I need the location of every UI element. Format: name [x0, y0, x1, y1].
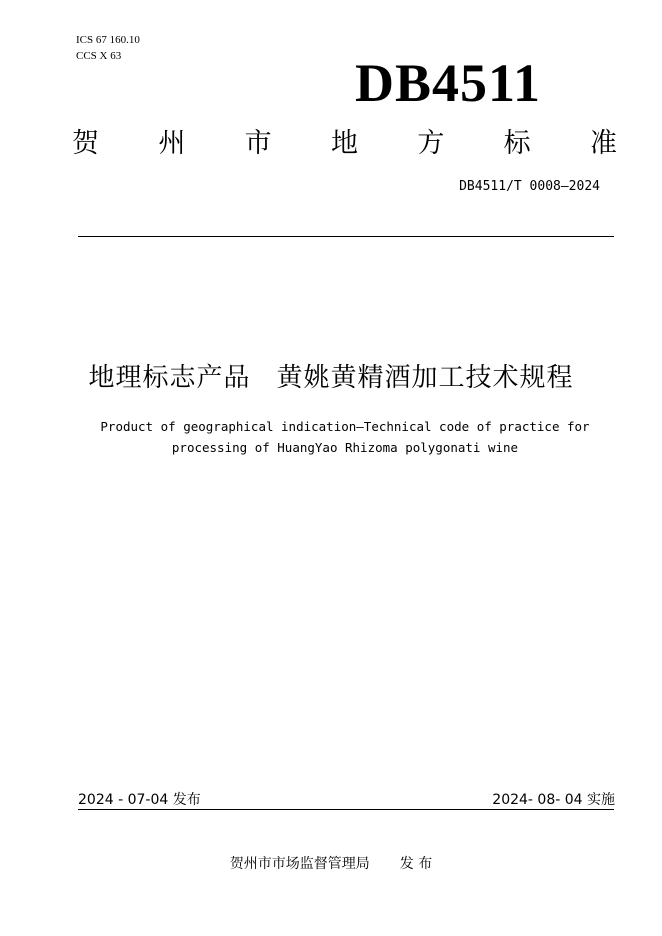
issuer-name: 贺州市市场监督管理局 [229, 856, 370, 872]
header-divider [78, 236, 614, 237]
issuer-line [0, 853, 662, 873]
implement-date: 2024- 08- 04 实施 [492, 792, 615, 808]
title-chinese [0, 360, 662, 396]
authority-char: 地 [330, 128, 358, 159]
issuing-authority-heading [72, 126, 617, 162]
title-cn-part2: 黄姚黄精酒加工技术规程 [276, 363, 574, 393]
ccs-code: CCS X 63 [76, 50, 122, 62]
publish-date: 2024 - 07-04 发布 [78, 792, 201, 808]
standard-logo: DB4511 [355, 53, 542, 113]
issue-word: 发 布 [399, 856, 433, 872]
title-en-line1: Product of geographical indication—Technical code of practice for [100, 419, 590, 434]
authority-char: 贺 [72, 128, 99, 159]
standard-number: DB4511/T 0008—2024 [459, 179, 600, 194]
authority-char: 准 [589, 128, 617, 159]
title-en-line2: processing of HuangYao Rhizoma polygonati wine [171, 440, 519, 455]
title-cn-part1: 地理标志产品 [88, 363, 251, 393]
classification-codes [76, 32, 140, 64]
ics-code: ICS 67 160.10 [76, 34, 140, 46]
authority-char: 标 [503, 128, 531, 159]
authority-char: 市 [244, 128, 272, 159]
authority-char: 方 [417, 128, 445, 159]
authority-char: 州 [158, 128, 186, 159]
title-english [40, 416, 650, 458]
footer-divider [78, 809, 614, 810]
